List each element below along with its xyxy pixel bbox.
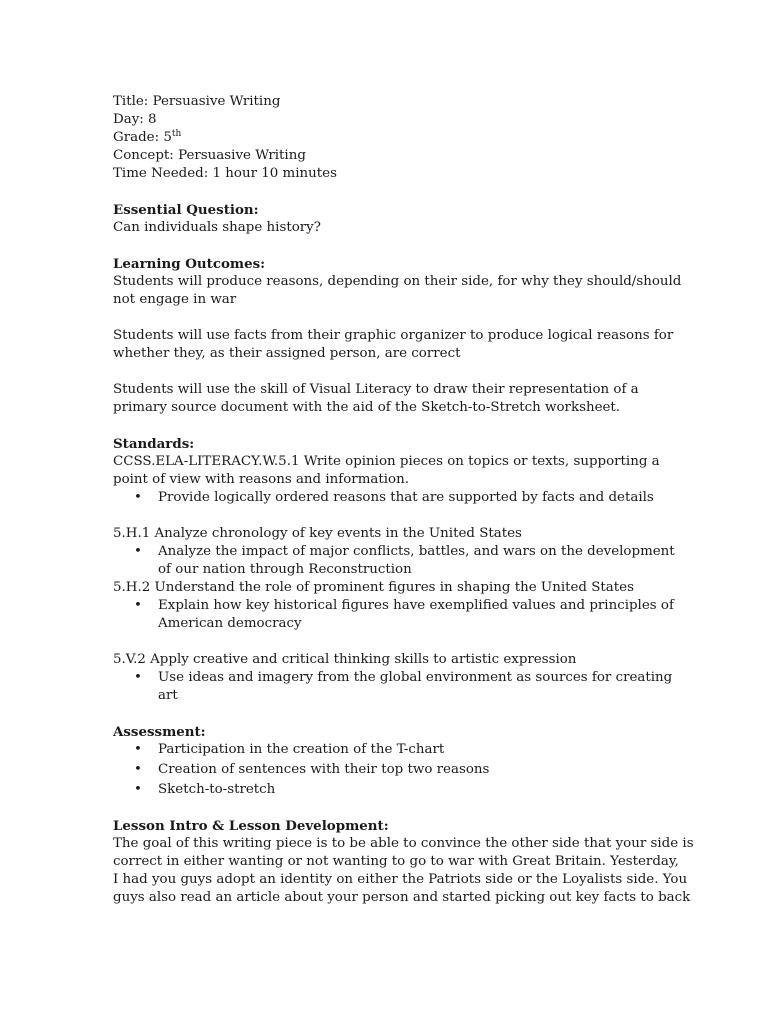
- lesson-intro-section: [113, 817, 694, 907]
- list-item-text-line-1: Use ideas and imagery from the global environment as sources for creating: [158, 670, 673, 685]
- bullet-icon: •: [134, 742, 142, 757]
- assessment-heading: Assessment:: [113, 724, 206, 740]
- standard-5h2: 5.H.2 Understand the role of prominent figures in shaping the United States: [113, 580, 634, 595]
- standard-5v2: 5.V.2 Apply creative and critical thinking skills to artistic expression: [113, 652, 577, 667]
- lesson-paragraph-line: The goal of this writing piece is to be able to convince the other side that your side is: [113, 836, 694, 851]
- standard-5h1: 5.H.1 Analyze chronology of key events in the United States: [113, 526, 522, 541]
- lesson-paragraph-line: correct in either wanting or not wanting to go to war with Great Britain. Yesterday,: [113, 854, 679, 869]
- outcome-1-line-1: Students will produce reasons, depending on their side, for why they should/should: [113, 274, 682, 289]
- outcome-3-line-1: Students will use the skill of Visual Literacy to draw their representation of a: [113, 382, 639, 397]
- list-item: [134, 597, 674, 633]
- list-item: [134, 781, 658, 799]
- list-item-text-line-1: Analyze the impact of major conflicts, battles, and wars on the development: [158, 544, 675, 559]
- list-item-text-line-2: American democracy: [158, 616, 302, 631]
- time-line: Time Needed: 1 hour 10 minutes: [113, 166, 337, 181]
- lesson-intro-heading: Lesson Intro & Lesson Development:: [113, 818, 389, 834]
- title-line: Title: Persuasive Writing: [113, 94, 281, 109]
- list-item: [134, 489, 658, 507]
- list-item: [134, 761, 658, 779]
- lesson-paragraph-line: I had you guys adopt an identity on either the Patriots side or the Loyalists side. You: [113, 872, 688, 887]
- grade-line: [113, 129, 658, 147]
- list-item-text: Sketch-to-stretch: [158, 782, 276, 797]
- standards-section: [113, 435, 675, 705]
- bullet-icon: •: [134, 544, 142, 559]
- list-item-text: Provide logically ordered reasons that are supported by facts and details: [158, 490, 654, 505]
- list-item-text-line-2: of our nation through Reconstruction: [158, 562, 412, 577]
- ccss-standard-line-2: point of view with reasons and information.: [113, 472, 409, 487]
- outcome-2-line-2: whether they, as their assigned person, are correct: [113, 346, 461, 361]
- bullet-icon: •: [134, 762, 142, 777]
- learning-outcomes-heading: Learning Outcomes:: [113, 256, 266, 272]
- list-item: [134, 669, 673, 705]
- bullet-icon: •: [134, 598, 142, 613]
- ccss-bullet-list: [113, 489, 658, 507]
- outcome-2-line-1: Students will use facts from their graphic organizer to produce logical reasons for: [113, 328, 674, 343]
- list-item-text: Creation of sentences with their top two reasons: [158, 762, 490, 777]
- 5v2-bullet-list: [113, 669, 673, 705]
- grade-superscript: th: [171, 129, 182, 139]
- 5h1-bullet-list: [113, 543, 675, 579]
- list-item-text: Participation in the creation of the T-chart: [158, 742, 445, 757]
- ccss-standard-line-1: CCSS.ELA-LITERACY.W.5.1 Write opinion pieces on topics or texts, supporting a: [113, 454, 660, 469]
- lesson-paragraph-line: guys also read an article about your person and started picking out key facts to back: [113, 890, 691, 905]
- lesson-plan-page: [113, 93, 694, 907]
- outcome-1-line-2: not engage in war: [113, 292, 237, 307]
- grade-text: Grade: 5: [113, 130, 172, 145]
- standards-heading: Standards:: [113, 436, 195, 452]
- header-block: [113, 93, 658, 183]
- assessment-section: [113, 723, 658, 799]
- bullet-icon: •: [134, 490, 142, 505]
- bullet-icon: •: [134, 782, 142, 797]
- list-item: [134, 543, 675, 579]
- bullet-icon: •: [134, 670, 142, 685]
- essential-question-heading: Essential Question:: [113, 202, 259, 218]
- list-item: [134, 741, 658, 759]
- essential-question-text: Can individuals shape history?: [113, 220, 321, 235]
- essential-question-section: [113, 201, 658, 237]
- list-item-text-line-2: art: [158, 688, 178, 703]
- learning-outcomes-section: [113, 255, 682, 417]
- list-item-text-line-1: Explain how key historical figures have exemplified values and principles of: [158, 598, 674, 613]
- day-line: Day: 8: [113, 112, 157, 127]
- concept-line: Concept: Persuasive Writing: [113, 148, 306, 163]
- outcome-3-line-2: primary source document with the aid of the Sketch-to-Stretch worksheet.: [113, 400, 621, 415]
- assessment-bullet-list: [113, 741, 658, 799]
- 5h2-bullet-list: [113, 597, 674, 633]
